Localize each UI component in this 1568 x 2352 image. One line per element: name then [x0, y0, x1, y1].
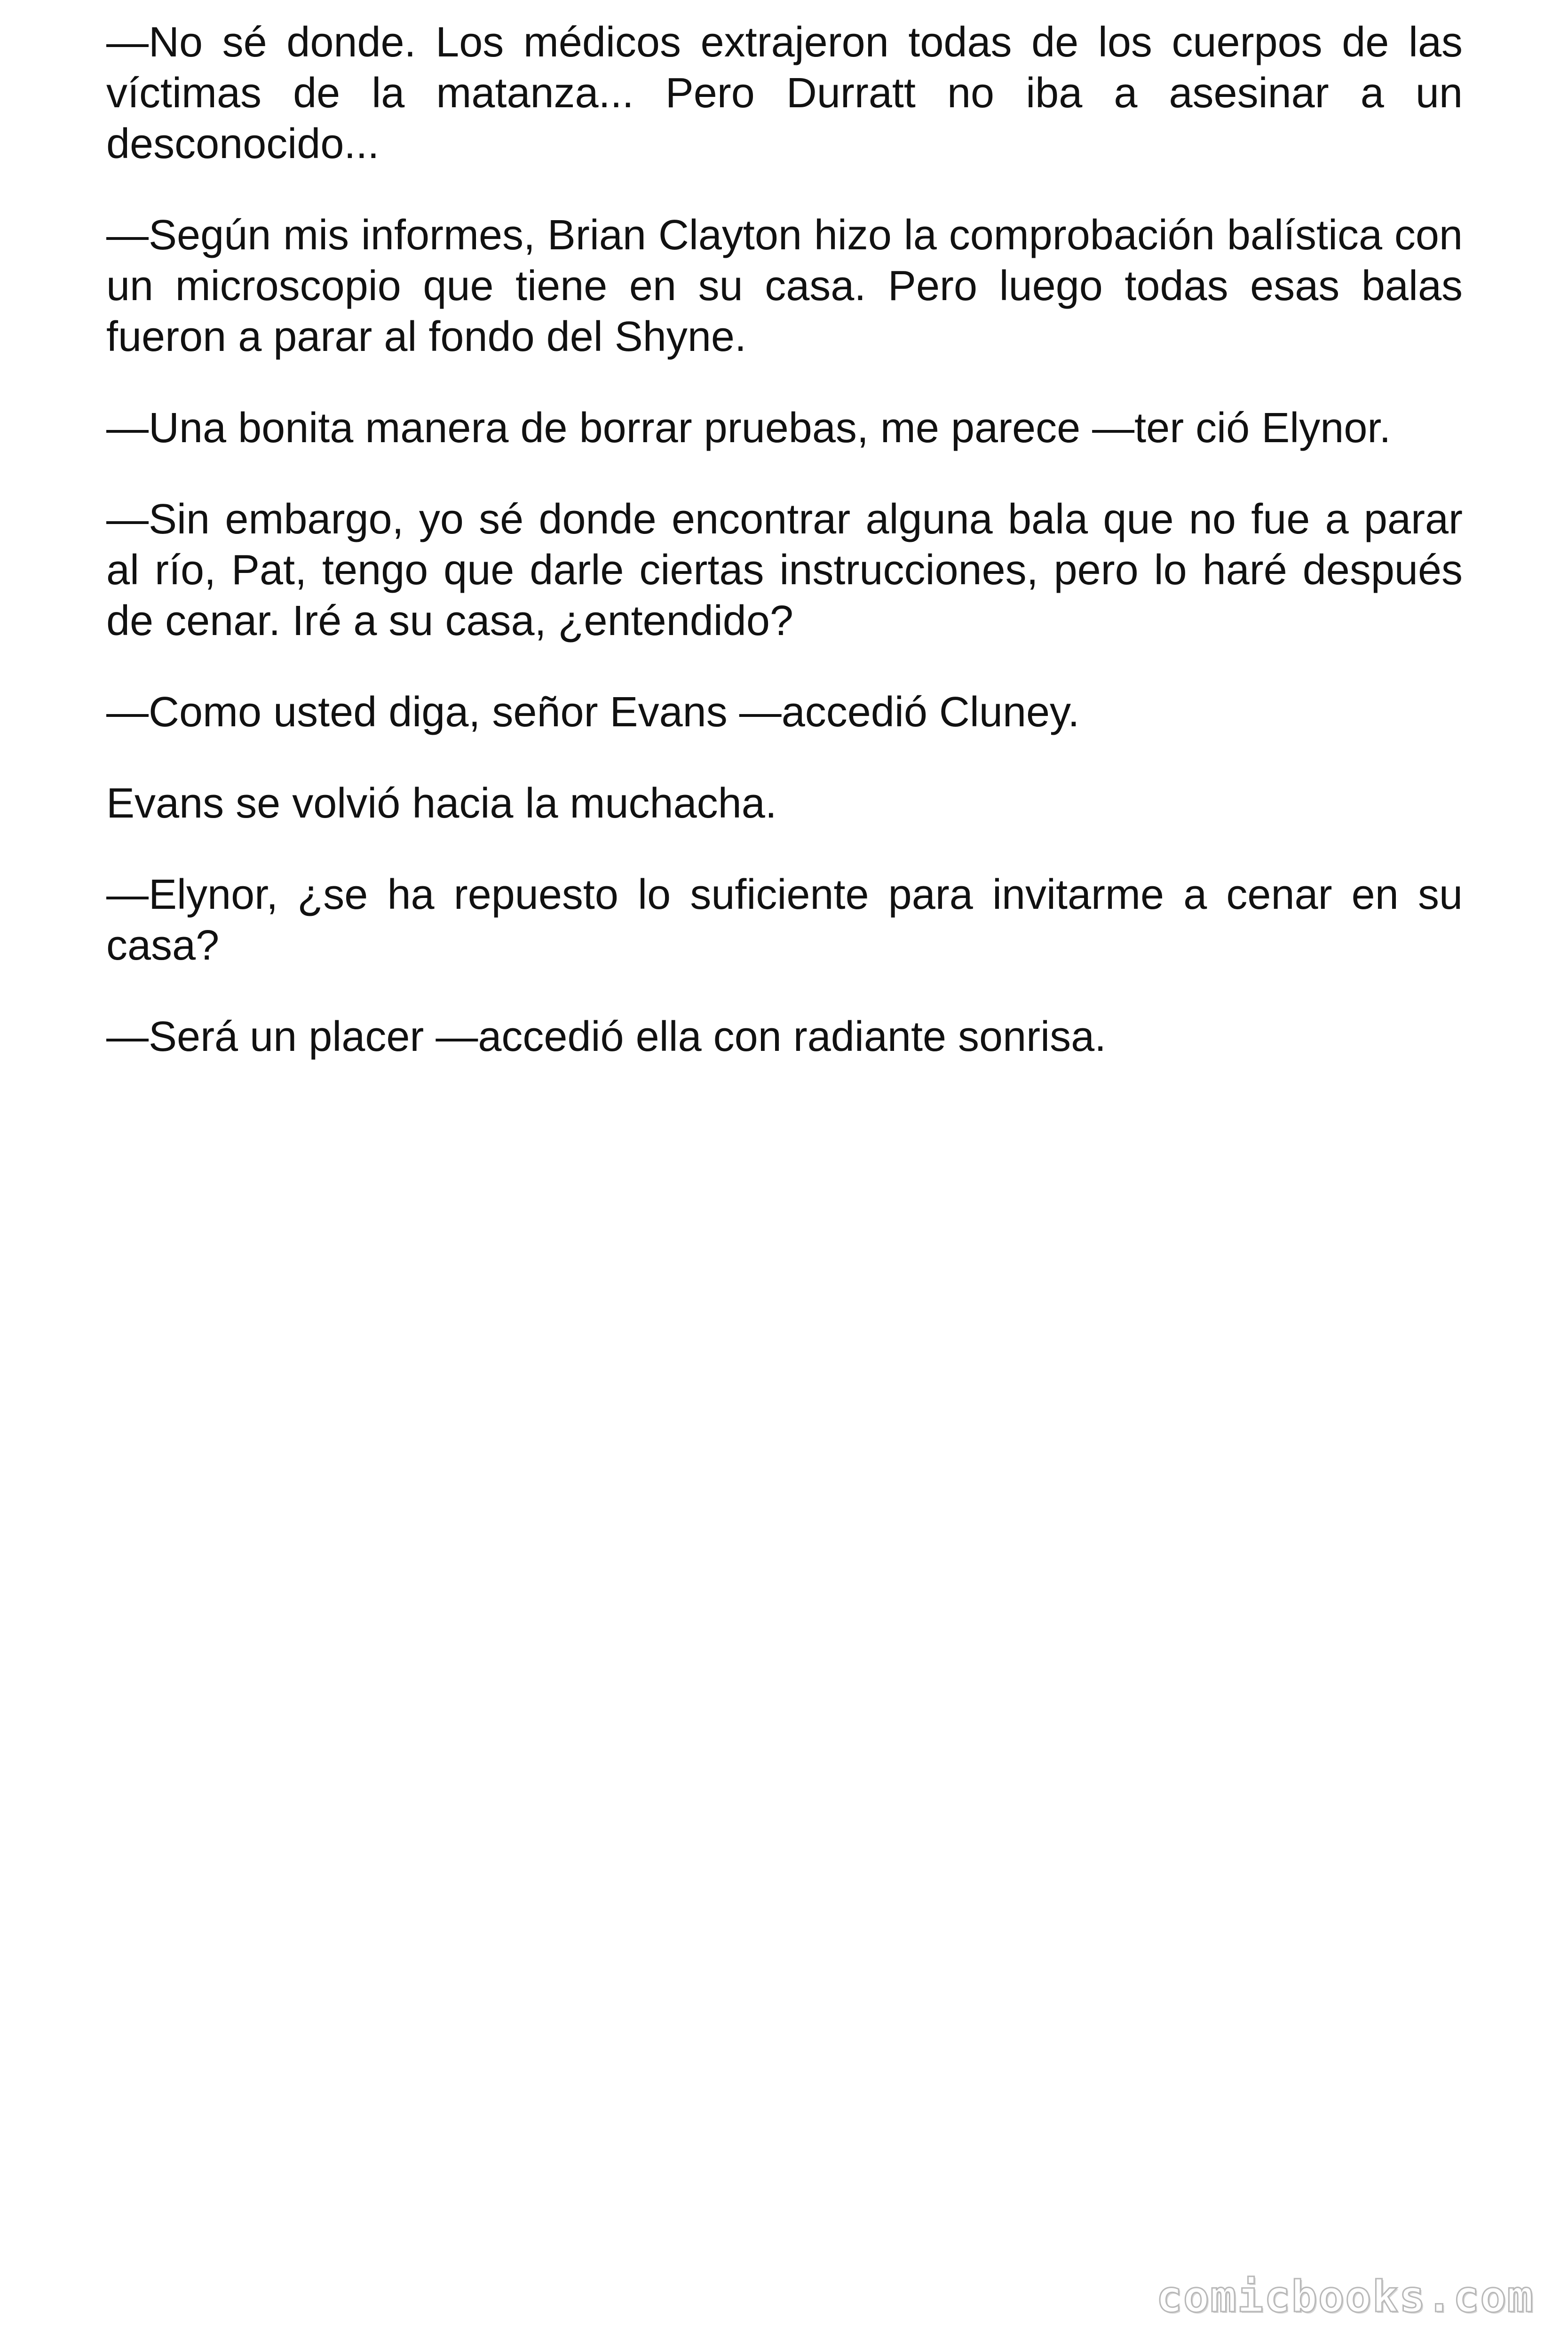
paragraph: —No sé donde. Los médicos extrajeron todas de los cuerpos de las víctimas de la matanza... Pero Durratt no iba a asesinar a un desconocido... [106, 19, 1463, 167]
paragraph: —Según mis informes, Brian Clayton hizo la comprobación balística con un microscopio que tiene en su casa. Pero luego todas esas balas fueron a parar al fondo del Shyne. [106, 212, 1463, 360]
paragraph: —Elynor, ¿se ha repuesto lo suficiente para invitarme a cenar en su casa? [106, 871, 1463, 969]
paragraph: —Una bonita manera de borrar pruebas, me parece —ter ció Elynor. [106, 405, 1391, 452]
paragraph: Evans se volvió hacia la muchacha. [106, 780, 777, 827]
paragraph: —Será un placer —accedió ella con radiante sonrisa. [106, 1013, 1107, 1060]
document-page [106, 17, 1463, 1103]
watermark: comicbooks.com [1156, 2272, 1534, 2322]
paragraph: —Sin embargo, yo sé donde encontrar alguna bala que no fue a parar al río, Pat, tengo que darle ciertas instrucciones, pero lo haré después de cenar. Iré a su casa, ¿entendido? [106, 496, 1463, 644]
paragraph: —Como usted diga, señor Evans —accedió Cluney. [106, 689, 1080, 736]
